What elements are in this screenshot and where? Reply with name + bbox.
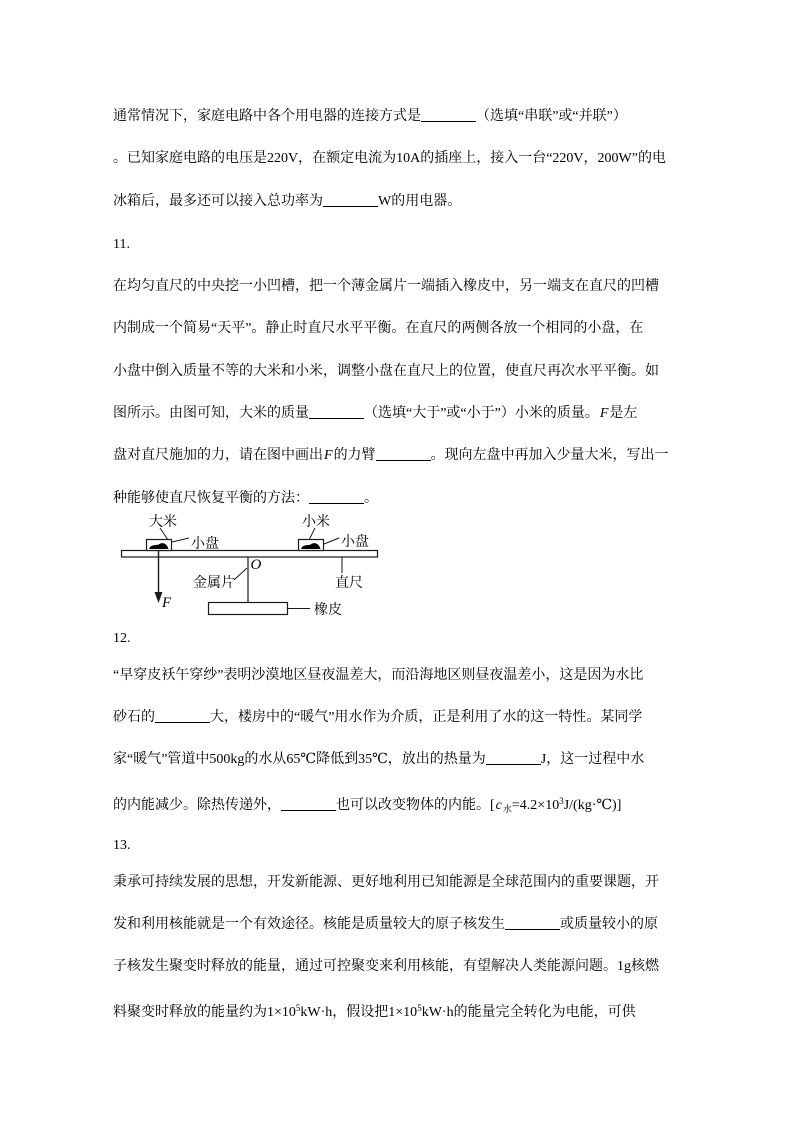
q13-line-3 bbox=[113, 957, 659, 976]
superscript: 5 bbox=[417, 1003, 422, 1013]
text-run: W的用电器。 bbox=[378, 194, 462, 209]
figure-label-pivot-o: O bbox=[250, 557, 262, 573]
figure-label-rice: 大米 bbox=[149, 515, 177, 530]
text-run: 盘对直尺施加的力，请在图中画出 bbox=[113, 448, 323, 463]
physics-symbol: F bbox=[324, 448, 333, 463]
text-run: 冰箱后，最多还可以接入总功率为 bbox=[113, 194, 323, 209]
superscript: 5 bbox=[295, 1003, 301, 1013]
figure-label-small-plate-left: 小盘 bbox=[191, 537, 219, 552]
text-run: 通常情况下，家庭电路中各个用电器的连接方式是 bbox=[113, 109, 421, 124]
text-run: 图所示。由图可知，大米的质量 bbox=[113, 406, 309, 421]
q12-line-4 bbox=[113, 792, 621, 819]
figure-label-millet: 小米 bbox=[302, 515, 330, 530]
text-run: =4.2×10 bbox=[511, 798, 560, 813]
text-run: kW·h，假设把1×10 bbox=[300, 1005, 418, 1020]
text-run: J/(kg·℃)] bbox=[563, 798, 622, 813]
q11-number bbox=[113, 235, 130, 254]
figure-label-small-plate-right: 小盘 bbox=[341, 535, 369, 550]
ruler-bar bbox=[122, 551, 378, 558]
q12-line-1 bbox=[113, 666, 643, 685]
q11-line-3 bbox=[113, 362, 659, 381]
text-run: 11. bbox=[113, 237, 130, 252]
fill-in-blank bbox=[376, 458, 431, 461]
text-run: 发和利用核能就是一个有效途径。核能是质量较大的原子核发生 bbox=[113, 917, 505, 932]
q10-line-1 bbox=[113, 107, 627, 126]
leader-line-plate-left bbox=[172, 538, 189, 542]
text-run: 小盘中倒入质量不等的大米和小米，调整小盘在直尺上的位置，使直尺再次水平平衡。如 bbox=[113, 364, 659, 379]
figure-label-metal-strip: 金属片 bbox=[193, 576, 235, 591]
figure-label-ruler: 直尺 bbox=[335, 576, 363, 591]
text-run: 。 bbox=[364, 491, 378, 506]
fill-in-blank bbox=[486, 762, 541, 765]
superscript: 3 bbox=[559, 796, 564, 806]
figure-label-eraser: 橡皮 bbox=[314, 603, 342, 618]
q13-line-2 bbox=[113, 915, 658, 934]
physics-symbol: F bbox=[599, 406, 609, 421]
q13-line-1 bbox=[113, 873, 659, 892]
fill-in-blank bbox=[505, 927, 560, 930]
q11-line-1 bbox=[113, 277, 659, 296]
text-run: 是左 bbox=[609, 406, 638, 421]
text-run: J，这一过程中水 bbox=[540, 752, 645, 767]
text-run: （选填“串联”或“并联”） bbox=[476, 109, 627, 124]
text-run: “早穿皮袄午穿纱”表明沙漠地区昼夜温差大，而沿海地区则昼夜温差小，这是因为水比 bbox=[113, 668, 644, 683]
fill-in-blank bbox=[309, 416, 364, 419]
figure-label-force-f: F bbox=[162, 595, 172, 611]
text-run: 大，楼房中的“暖气”用水作为介质，正是利用了水的这一特性。某同学 bbox=[210, 710, 643, 725]
q13-line-4 bbox=[113, 999, 636, 1022]
text-run: 砂石的 bbox=[113, 710, 155, 725]
q11-line-2 bbox=[113, 319, 643, 338]
eraser-rect bbox=[209, 603, 288, 615]
text-run: 12. bbox=[113, 631, 131, 646]
balance-figure-svg bbox=[118, 510, 438, 624]
text-run: 秉承可持续发展的思想，开发新能源、更好地利用已知能源是全球范围内的重要课题，开 bbox=[113, 875, 659, 890]
q12-line-3 bbox=[113, 750, 644, 769]
text-run: 内制成一个简易“天平”。静止时直尺水平平衡。在直尺的两侧各放一个相同的小盘，在 bbox=[113, 321, 644, 336]
q11-line-5 bbox=[113, 446, 669, 465]
text-run: 种能够使直尺恢复平衡的方法： bbox=[113, 491, 309, 506]
q13-number bbox=[113, 836, 131, 855]
fill-in-blank bbox=[309, 501, 364, 504]
q12-line-2 bbox=[113, 708, 642, 727]
leader-line-metal-strip bbox=[234, 568, 247, 580]
balance-figure bbox=[118, 510, 438, 624]
text-run: 在均匀直尺的中央挖一小凹槽，把一个薄金属片一端插入橡皮中，另一端支在直尺的凹槽 bbox=[113, 279, 659, 294]
text-run: 的力臂 bbox=[333, 448, 376, 463]
q10-line-3 bbox=[113, 192, 461, 211]
fill-in-blank bbox=[281, 808, 336, 811]
leader-line-plate-right bbox=[324, 538, 339, 544]
subscript: 水 bbox=[502, 804, 512, 814]
fill-in-blank bbox=[155, 720, 210, 723]
text-run: 或质量较小的原 bbox=[560, 917, 658, 932]
text-run: 13. bbox=[113, 838, 131, 853]
q12-number bbox=[113, 629, 131, 648]
text-run: 子核发生聚变时释放的能量，通过可控聚变来利用核能，有望解决人类能源问题。1g核燃 bbox=[113, 959, 659, 974]
q10-line-2 bbox=[113, 149, 666, 168]
q11-line-6 bbox=[113, 489, 378, 508]
fill-in-blank bbox=[323, 204, 378, 207]
text-run: （选填“大于”或“小于”）小米的质量。 bbox=[364, 406, 599, 421]
q11-line-4 bbox=[113, 404, 637, 423]
text-run: 家“暖气”管道中500kg的水从65℃降低到35℃，放出的热量为 bbox=[113, 752, 486, 767]
text-run: 料聚变时释放的能量约为1×10 bbox=[113, 1005, 296, 1020]
text-run: kW·h的能量完全转化为电能，可供 bbox=[421, 1005, 636, 1020]
text-run: 也可以改变物体的内能。[ bbox=[336, 798, 495, 813]
text-run: 。已知家庭电路的电压是220V，在额定电流为10A的插座上，接入一台“220V，200W”的电 bbox=[113, 151, 666, 166]
fill-in-blank bbox=[421, 119, 476, 122]
text-run: 的内能减少。除热传递外， bbox=[113, 798, 281, 813]
physics-symbol: c bbox=[495, 798, 502, 813]
text-run: 。现向左盘中再加入少量大米，写出一 bbox=[430, 448, 669, 463]
